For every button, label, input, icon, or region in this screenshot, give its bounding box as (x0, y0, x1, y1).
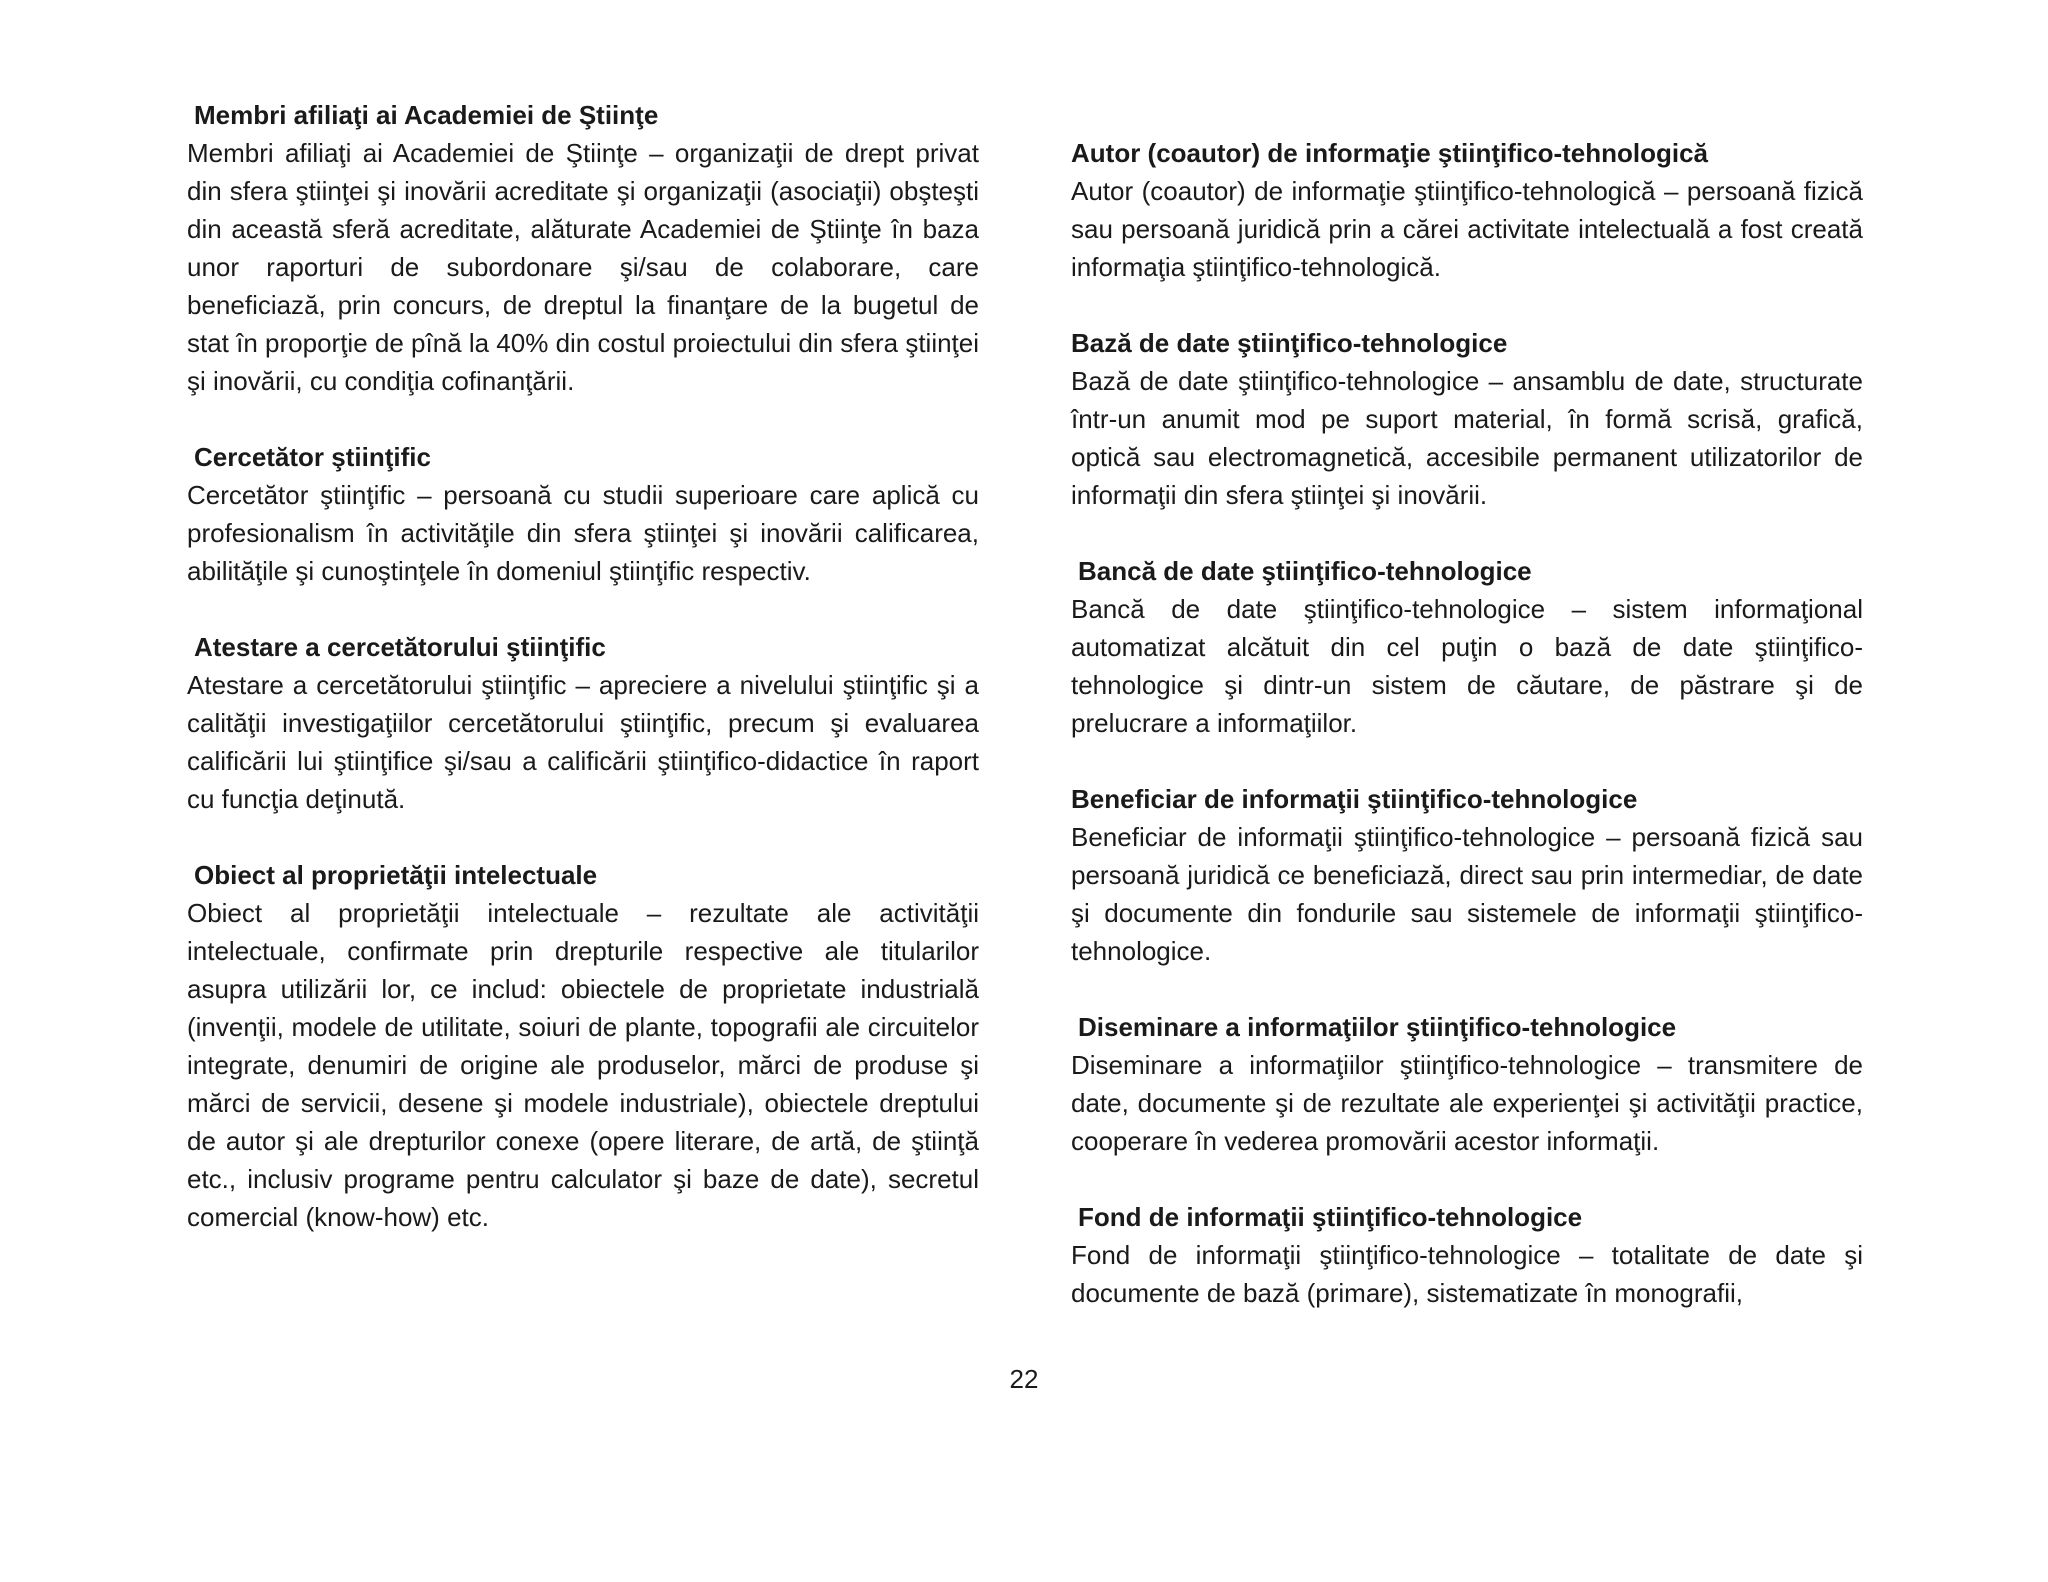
glossary-entry (187, 438, 979, 590)
entry-term: Diseminare a informaţiilor ştiinţifico-tehnologice (1078, 1012, 1677, 1042)
entry-definition: Membri afiliaţi ai Academiei de Ştiinţe – organizaţii de drept privat din sfera ştiinţei şi inovării acreditate şi organizaţii (asociaţii) obşteşti din această sferă acreditate, alăturate Academiei de Ştiinţe în baza unor raporturi de subordonare şi/sau de colaborare, care beneficiază, prin concurs, de dreptul la finanţare de la bugetul de stat în proporţie de pînă la 40% din costul proiectului din sfera ştiinţei şi inovării, cu condiţia cofinanţării. (187, 138, 980, 396)
entry-term: Atestare a cercetătorului ştiinţific (194, 632, 606, 662)
entry-definition: Autor (coautor) de informaţie ştiinţifico-tehnologică – persoană fizică sau persoană juridică prin a cărei activitate intelectuală a fost creată informaţia ştiinţifico-tehnologică. (1071, 176, 1863, 282)
glossary-entry (187, 856, 979, 1236)
glossary-entry (187, 628, 979, 818)
entry-term: Obiect al proprietăţii intelectuale (194, 860, 598, 890)
entry-term: Bancă de date ştiinţifico-tehnologice (1078, 556, 1532, 586)
entry-definition: Fond de informaţii ştiinţifico-tehnologice – totalitate de date şi documente de bază (primare), sistematizate în monografii, (1071, 1240, 1863, 1308)
glossary-entry (1071, 1008, 1863, 1160)
glossary-entry (1071, 134, 1863, 286)
entry-term: Fond de informaţii ştiinţifico-tehnologice (1078, 1202, 1583, 1232)
entry-term: Autor (coautor) de informaţie ştiinţifico-tehnologică (1071, 138, 1708, 168)
glossary-entry (1071, 324, 1863, 514)
left-column (187, 96, 979, 1274)
entry-definition: Beneficiar de informaţii ştiinţifico-tehnologice – persoană fizică sau persoană juridică ce beneficiază, direct sau prin intermediar, de date şi documente din fondurile sau sistemele de informaţii ştiinţifico-tehnologice. (1071, 822, 1863, 966)
glossary-entry (187, 96, 979, 400)
entry-definition: Bază de date ştiinţifico-tehnologice – ansamblu de date, structurate într-un anumit mod pe suport material, în formă scrisă, grafică, optică sau electromagnetică, accesibile permanent utilizatorilor de informaţii din sfera ştiinţei şi inovării. (1071, 366, 1863, 510)
entry-term: Bază de date ştiinţifico-tehnologice (1071, 328, 1508, 358)
entry-term: Membri afiliaţi ai Academiei de Ştiinţe (194, 100, 659, 130)
entry-definition: Cercetător ştiinţific – persoană cu studii superioare care aplică cu profesionalism în activităţile din sfera ştiinţei şi inovării calificarea, abilităţile şi cunoştinţele în domeniul ştiinţific respectiv. (187, 480, 979, 586)
entry-definition: Atestare a cercetătorului ştiinţific – apreciere a nivelului ştiinţific şi a calităţii investigaţiilor cercetătorului ştiinţific, precum şi evaluarea calificării lui ştiinţifice şi/sau a calificării ştiinţifico-didactice în raport cu funcţia deţinută. (187, 670, 979, 814)
glossary-entry (1071, 1198, 1863, 1312)
right-column (1071, 134, 1863, 1350)
page-number: 22 (1009, 1364, 1039, 1394)
entry-definition: Diseminare a informaţiilor ştiinţifico-tehnologice – transmitere de date, documente şi de rezultate ale experienţei şi activităţii practice, cooperare în vederea promovării acestor informaţii. (1071, 1050, 1863, 1156)
glossary-entry (1071, 552, 1863, 742)
entry-term: Beneficiar de informaţii ştiinţifico-tehnologice (1071, 784, 1638, 814)
glossary-entry (1071, 780, 1863, 970)
entry-definition: Obiect al proprietăţii intelectuale – rezultate ale activităţii intelectuale, confirmate prin drepturile respective ale titularilor asupra utilizării lor, ce includ: obiectele de proprietate industrială (invenţii, modele de utilitate, soiuri de plante, topografii ale circuitelor integrate, denumiri de origine ale produselor, mărci de produse şi mărci de servicii, desene şi modele industriale), obiectele dreptului de autor şi ale drepturilor conexe (opere literare, de artă, de ştiinţă etc., inclusiv programe pentru calculator şi baze de date), secretul comercial (know-how) etc. (187, 898, 979, 1232)
entry-definition: Bancă de date ştiinţifico-tehnologice – sistem informaţional automatizat alcătuit din cel puţin o bază de date ştiinţifico-tehnologice şi dintr-un sistem de căutare, de păstrare şi de prelucrare a informaţiilor. (1071, 594, 1863, 738)
entry-term: Cercetător ştiinţific (194, 442, 431, 472)
